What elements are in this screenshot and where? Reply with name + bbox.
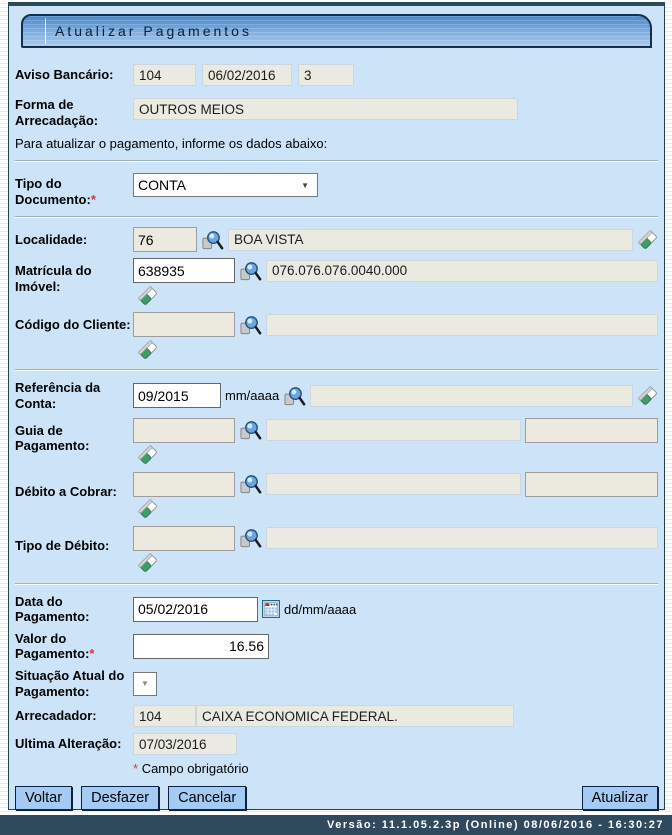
localidade-label: Localidade: <box>15 232 88 248</box>
data-pagamento-label: Data do Pagamento: <box>15 593 90 625</box>
matricula-imovel-label: Matrícula do Imóvel: <box>15 263 92 294</box>
matricula-imovel-name: 076.076.076.0040.000 <box>266 260 658 282</box>
search-icon[interactable] <box>239 314 262 336</box>
eraser-icon[interactable] <box>137 444 158 465</box>
tipo-debito-label: Tipo de Débito: <box>15 537 110 553</box>
arrecadador-nome: CAIXA ECONOMICA FEDERAL. <box>196 705 514 727</box>
version-text: Versão: 11.1.05.2.3p (Online) 08/06/2016 - 16:30:27 <box>327 819 664 831</box>
eraser-icon[interactable] <box>137 552 158 573</box>
calendar-icon[interactable] <box>262 600 280 618</box>
forma-arrecadacao-label: Forma de Arrecadação: <box>15 97 99 128</box>
guia-pagamento-input <box>133 418 235 443</box>
codigo-cliente-input <box>133 312 235 337</box>
aviso-bancario-data: 06/02/2016 <box>202 64 292 86</box>
referencia-conta-hint: mm/aaaa <box>225 388 280 404</box>
search-icon[interactable] <box>283 385 306 407</box>
chevron-down-icon: ▼ <box>301 180 309 190</box>
aviso-bancario-codigo: 104 <box>133 64 196 86</box>
guia-pagamento-extra-input <box>525 418 658 443</box>
referencia-conta-name <box>310 385 633 407</box>
tipo-debito-name <box>266 527 658 549</box>
aviso-bancario-label: Aviso Bancário: <box>15 67 114 83</box>
search-icon[interactable] <box>201 229 224 251</box>
cancelar-button[interactable]: Cancelar <box>168 786 246 810</box>
eraser-icon[interactable] <box>637 385 658 406</box>
data-pagamento-hint: dd/mm/aaaa <box>284 601 357 617</box>
localidade-input <box>133 227 197 252</box>
search-icon[interactable] <box>239 419 262 441</box>
separator <box>15 369 658 371</box>
chevron-down-icon: ▼ <box>141 679 149 689</box>
eraser-icon[interactable] <box>137 339 158 360</box>
debito-cobrar-name <box>266 473 521 495</box>
voltar-button[interactable]: Voltar <box>15 786 72 810</box>
tipo-documento-label: Tipo do Documento:* <box>15 176 96 207</box>
page-title: Atualizar Pagamentos <box>55 23 252 39</box>
desfazer-button[interactable]: Desfazer <box>81 786 159 810</box>
tipo-documento-value: CONTA <box>138 177 186 194</box>
eraser-icon[interactable] <box>637 229 658 250</box>
version-footer <box>0 815 672 835</box>
separator <box>15 216 658 218</box>
required-note: * Campo obrigatório <box>133 761 249 777</box>
eraser-icon[interactable] <box>137 285 158 306</box>
search-icon[interactable] <box>239 527 262 549</box>
referencia-conta-input[interactable] <box>133 383 221 408</box>
legend-accent-line <box>45 18 46 44</box>
required-asterisk: * <box>90 191 96 207</box>
ultima-alteracao-value: 07/03/2016 <box>133 733 237 755</box>
debito-cobrar-extra-input <box>525 472 658 497</box>
required-asterisk: * <box>89 646 95 662</box>
instruction-text: Para atualizar o pagamento, informe os dados abaixo: <box>15 136 328 152</box>
search-icon[interactable] <box>239 473 262 495</box>
search-icon[interactable] <box>239 260 262 282</box>
debito-cobrar-label: Débito a Cobrar: <box>15 483 117 499</box>
atualizar-button[interactable]: Atualizar <box>582 786 658 810</box>
codigo-cliente-name <box>266 314 658 336</box>
guia-pagamento-label: Guia de Pagamento: <box>15 422 90 454</box>
arrecadador-codigo: 104 <box>133 705 196 727</box>
arrecadador-label: Arrecadador: <box>15 708 97 724</box>
separator <box>15 160 658 162</box>
data-pagamento-input[interactable] <box>133 597 258 622</box>
codigo-cliente-label: Código do Cliente: <box>15 317 131 333</box>
guia-pagamento-name <box>266 419 521 441</box>
tipo-documento-select[interactable] <box>133 173 318 197</box>
localidade-name: BOA VISTA <box>228 229 633 251</box>
eraser-icon[interactable] <box>137 498 158 519</box>
main-panel <box>8 2 665 810</box>
tipo-debito-input <box>133 526 235 551</box>
page-title-tab <box>21 14 652 48</box>
separator <box>15 583 658 585</box>
valor-pagamento-input[interactable] <box>133 634 269 659</box>
situacao-atual-select[interactable] <box>133 672 157 696</box>
ultima-alteracao-label: Ultima Alteração: <box>15 736 122 752</box>
forma-arrecadacao-value: OUTROS MEIOS <box>133 98 518 120</box>
referencia-conta-label: Referência da Conta: <box>15 380 101 411</box>
situacao-atual-label: Situação Atual do Pagamento: <box>15 667 125 699</box>
aviso-bancario-sequencial: 3 <box>298 64 354 86</box>
matricula-imovel-input[interactable] <box>133 258 235 283</box>
valor-pagamento-label: Valor do Pagamento:* <box>15 630 95 662</box>
debito-cobrar-input <box>133 472 235 497</box>
